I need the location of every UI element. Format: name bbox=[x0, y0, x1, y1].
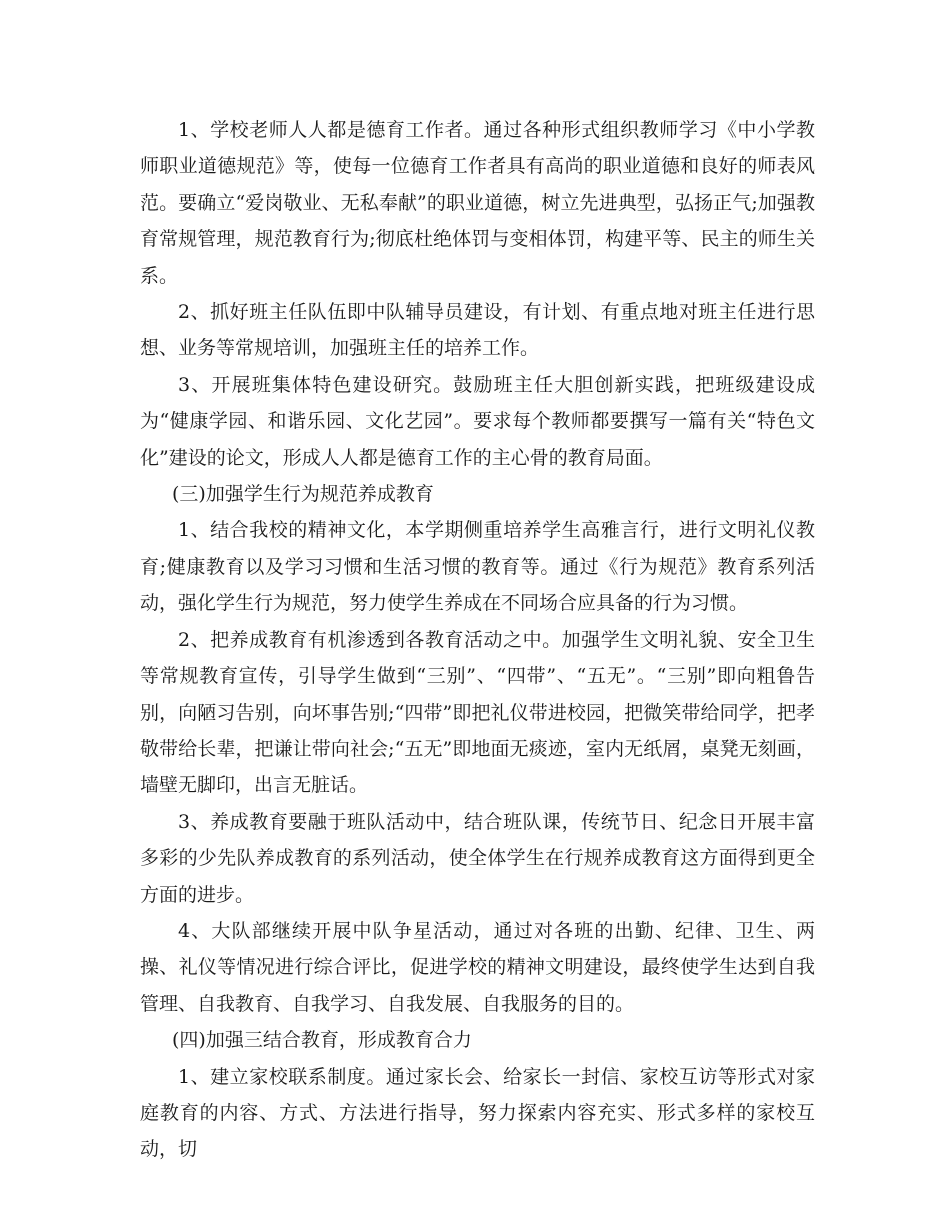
paragraph-class-characteristics: 3、开展班集体特色建设研究。鼓励班主任大胆创新实践，把班级建设成为“健康学园、和谐乐园、文化艺园”。要求每个教师都要撰写一篇有关“特色文化”建设的论文，形成人人都是德育工作的主心骨的教育局面。 bbox=[140, 373, 815, 469]
document-page bbox=[140, 112, 815, 1168]
paragraph-star-activity: 4、大队部继续开展中队争星活动，通过对各班的出勤、纪律、卫生、两操、礼仪等情况进行综合评比，促进学校的精神文明建设，最终使学生达到自我管理、自我教育、自我学习、自我发展、自我服务的目的。 bbox=[140, 919, 815, 1015]
paragraph-home-school-contact: 1、建立家校联系制度。通过家长会、给家长一封信、家校互访等形式对家庭教育的内容、方式、方法进行指导，努力探索内容充实、形式多样的家校互动，切 bbox=[140, 1065, 815, 1161]
section-heading-behavior-norms: (三)加强学生行为规范养成教育 bbox=[172, 483, 434, 506]
section-heading-joint-education: (四)加强三结合教育，形成教育合力 bbox=[172, 1029, 472, 1052]
paragraph-class-teacher-team: 2、抓好班主任队伍即中队辅导员建设，有计划、有重点地对班主任进行思想、业务等常规培训，加强班主任的培养工作。 bbox=[140, 301, 815, 360]
paragraph-teacher-ethics: 1、学校老师人人都是德育工作者。通过各种形式组织教师学习《中小学教师职业道德规范》等，使每一位德育工作者具有高尚的职业道德和良好的师表风范。要确立“爱岗敬业、无私奉献”的职业道德，树立先进典型，弘扬正气;加强教育常规管理，规范教育行为;彻底杜绝体罚与变相体罚，构建平等、民主的师生关系。 bbox=[140, 119, 815, 287]
paragraph-etiquette-education: 1、结合我校的精神文化，本学期侧重培养学生高雅言行，进行文明礼仪教育;健康教育以及学习习惯和生活习惯的教育等。通过《行为规范》教育系列活动，强化学生行为规范，努力使学生养成在不同场合应具备的行为习惯。 bbox=[140, 519, 815, 615]
paragraph-team-activities: 3、养成教育要融于班队活动中，结合班队课，传统节日、纪念日开展丰富多彩的少先队养成教育的系列活动，使全体学生在行规养成教育这方面得到更全方面的进步。 bbox=[140, 810, 815, 906]
paragraph-habit-education: 2、把养成教育有机渗透到各教育活动之中。加强学生文明礼貌、安全卫生等常规教育宣传，引导学生做到“三别”、“四带”、“五无”。“三别”即向粗鲁告别，向陋习告别，向坏事告别;“四带”即把礼仪带进校园，把微笑带给同学，把孝敬带给长辈，把谦让带向社会;“五无”即地面无痰迹，室内无纸屑，桌凳无刻画，墙壁无脚印，出言无脏话。 bbox=[140, 628, 815, 797]
